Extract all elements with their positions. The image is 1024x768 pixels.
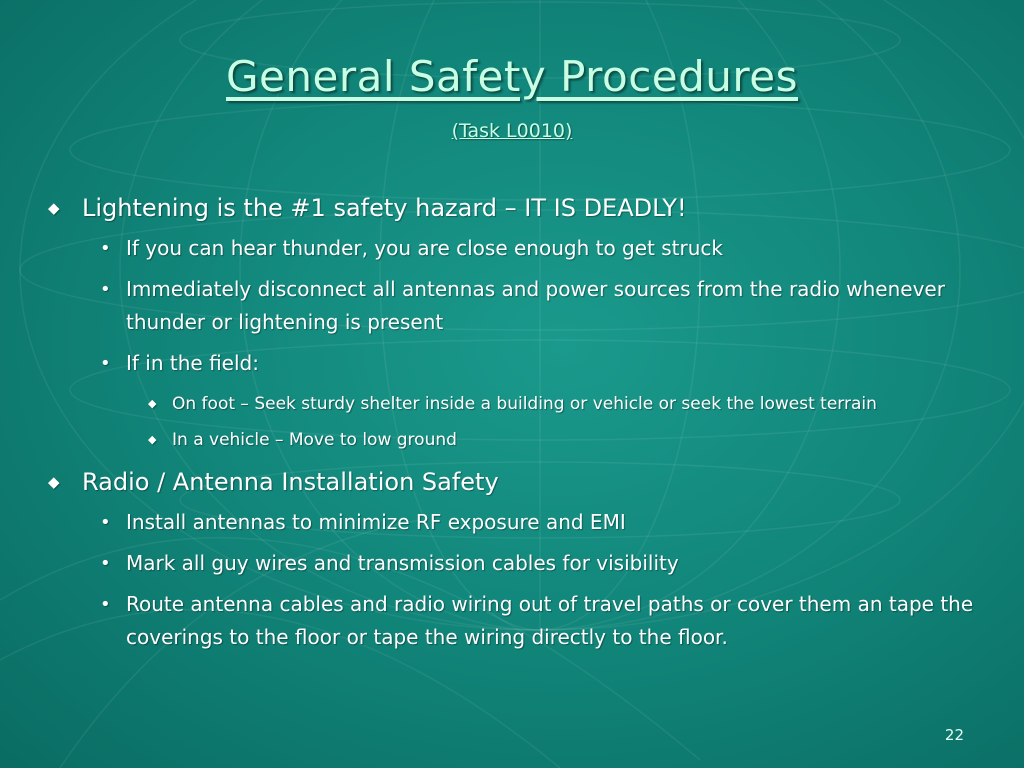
bullet-list xyxy=(44,192,994,662)
sub-sub-bullet-text: On foot – Seek sturdy shelter inside a building or vehicle or seek the lowest terrain xyxy=(172,394,877,414)
slide-subtitle: (Task L0010) xyxy=(451,120,573,142)
dot-bullet-icon: • xyxy=(100,279,111,300)
sub-bullet-text: Mark all guy wires and transmission cables for visibility xyxy=(126,551,679,575)
sub-bullet-item xyxy=(44,273,994,339)
diamond-bullet-icon: ◆ xyxy=(48,199,60,217)
sub-bullet-item xyxy=(44,232,994,265)
sub-bullet-item xyxy=(44,588,994,654)
slide-number: 22 xyxy=(944,726,964,744)
slide-title: General Safety Procedures xyxy=(226,52,798,101)
bullet-item xyxy=(44,192,994,224)
sub-bullet-text: If you can hear thunder, you are close enough to get struck xyxy=(126,236,723,260)
sub-sub-bullet-item xyxy=(44,388,994,420)
bullet-text: Lightening is the #1 safety hazard – IT IS DEADLY! xyxy=(82,194,687,222)
sub-bullet-item xyxy=(44,506,994,539)
dot-bullet-icon: • xyxy=(100,353,111,374)
sub-sub-bullet-text: In a vehicle – Move to low ground xyxy=(172,430,457,450)
sub-bullet-text: Route antenna cables and radio wiring out of travel paths or cover them an tape the coverings to the floor or tape the wiring directly to the floor. xyxy=(126,592,974,649)
bullet-item xyxy=(44,466,994,498)
diamond-bullet-icon: ◆ xyxy=(148,397,157,410)
dot-bullet-icon: • xyxy=(100,553,111,574)
dot-bullet-icon: • xyxy=(100,594,111,615)
sub-bullet-item xyxy=(44,547,994,580)
sub-bullet-text: Install antennas to minimize RF exposure and EMI xyxy=(126,510,626,534)
sub-bullet-text: If in the field: xyxy=(126,351,259,375)
sub-bullet-text: Immediately disconnect all antennas and power sources from the radio whenever thunder or lightening is present xyxy=(126,277,945,334)
sub-bullet-item xyxy=(44,347,994,380)
dot-bullet-icon: • xyxy=(100,238,111,259)
sub-sub-bullet-item xyxy=(44,424,994,456)
diamond-bullet-icon: ◆ xyxy=(48,473,60,491)
bullet-text: Radio / Antenna Installation Safety xyxy=(82,468,499,496)
dot-bullet-icon: • xyxy=(100,512,111,533)
diamond-bullet-icon: ◆ xyxy=(148,433,157,446)
